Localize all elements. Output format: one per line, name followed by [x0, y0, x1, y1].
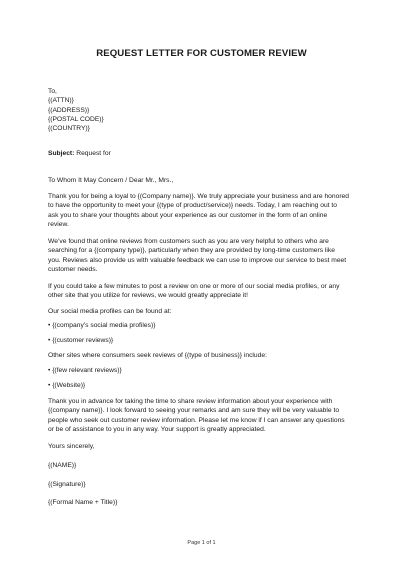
paragraph-line: customer needs.	[48, 265, 98, 273]
paragraph-3	[48, 282, 359, 301]
subject-line	[48, 149, 359, 158]
paragraph-line: review.	[48, 220, 69, 228]
formal-name-text: {(Formal Name + Title)}	[48, 499, 118, 506]
paragraph-line: Thank you in advance for taking the time to share review information about your experience with	[48, 398, 333, 405]
subject-label: Subject:	[48, 150, 75, 157]
list-item: • {(customer reviews)}	[48, 336, 359, 345]
paragraph-line: or be of assistance to you in any way. Your support is greatly appreciated.	[48, 425, 266, 433]
closing	[48, 442, 359, 451]
address-postal-code: {(POSTAL CODE)}	[48, 115, 104, 123]
closing-text: Yours sincerely,	[48, 443, 95, 450]
social-intro-text: Our social media profiles can be found at:	[48, 308, 172, 315]
paragraph-4	[48, 397, 359, 434]
paragraph-line: ask you to share your thoughts about your experience as our customer in the form of an online	[48, 211, 328, 219]
salutation	[48, 176, 359, 185]
paragraph-line: to have the opportunity to meet your {(type of product/service)} needs. Today, I am reaching out to	[48, 202, 337, 210]
address-attn: {(ATTN)}	[48, 97, 74, 105]
other-sites-intro	[48, 351, 359, 360]
subject-text: Request for	[74, 150, 111, 157]
paragraph-line: If you could take a few minutes to post a review on one or more of our social media profiles, or any	[48, 283, 340, 290]
sender-name	[48, 461, 359, 470]
website-list	[48, 381, 359, 390]
document-title: REQUEST LETTER FOR CUSTOMER REVIEW	[96, 48, 307, 59]
signature-text: {(Signature)}	[48, 481, 86, 488]
salutation-text: To Whom It May Concern / Dear Mr., Mrs.,	[48, 177, 174, 184]
page-number: Page 1 of 1	[187, 540, 216, 546]
sender-signature	[48, 480, 359, 489]
other-sites-list	[48, 366, 359, 375]
paragraph-line: searching for a {(company type)}, particularly when they are provided by long-time customers like	[48, 247, 335, 255]
paragraph-line: people who seek out customer review information. Please let me know if I can answer any questions	[48, 416, 345, 424]
address-street: {(ADDRESS)}	[48, 106, 90, 114]
social-list	[48, 321, 359, 330]
list-item: • {(Website)}	[48, 381, 359, 390]
sender-name-text: {(NAME)}	[48, 462, 77, 469]
reviews-list	[48, 336, 359, 345]
paragraph-line: We’ve found that online reviews from customers such as you are very helpful to others who are	[48, 238, 329, 245]
recipient-address	[48, 87, 359, 133]
list-item: • {(few relevant reviews)}	[48, 366, 359, 375]
paragraph-line: you. Reviews also provide us with valuable feedback we can use to improve our service to best meet	[48, 256, 347, 264]
paragraph-line: Thank you for being a loyal to {(Company name)}. We truly appreciate your business and are honored	[48, 193, 349, 200]
list-item: • {(company’s social media profiles)}	[48, 321, 359, 330]
other-sites-intro-text: Other sites where consumers seek reviews of {(type of business)} include:	[48, 352, 267, 359]
paragraph-1	[48, 192, 359, 229]
social-intro	[48, 307, 359, 316]
sender-formal-name	[48, 498, 359, 507]
paragraph-line: {(company name)}. I look forward to seeing your remarks and am sure they will be very valuable to	[48, 407, 340, 415]
address-country: {(COUNTRY)}	[48, 125, 90, 133]
paragraph-2	[48, 237, 359, 274]
paragraph-line: other site that you utilize for reviews, we would greatly appreciate it!	[48, 292, 248, 300]
address-to: To,	[48, 88, 57, 95]
